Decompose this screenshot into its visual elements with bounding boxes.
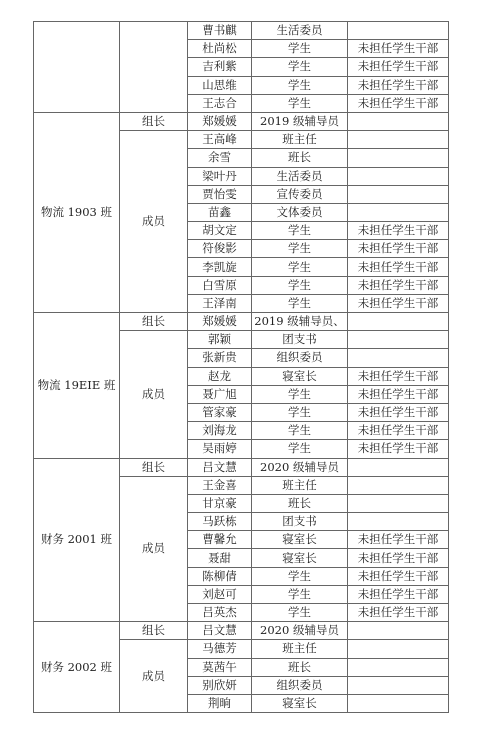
- note-cell: [348, 112, 449, 130]
- note-cell: [348, 476, 449, 494]
- name-cell: 马跃栋: [188, 513, 252, 531]
- name-cell: 别欣妍: [188, 676, 252, 694]
- table-row: [34, 112, 449, 130]
- name-cell: 王志合: [188, 94, 252, 112]
- note-cell: [348, 331, 449, 349]
- duty-cell: 学生: [252, 585, 348, 603]
- duty-cell: 文体委员: [252, 203, 348, 221]
- name-cell: 胡文定: [188, 222, 252, 240]
- note-cell: [348, 513, 449, 531]
- note-cell: 未担任学生干部: [348, 94, 449, 112]
- note-cell: 未担任学生干部: [348, 567, 449, 585]
- role-cell: [120, 22, 188, 113]
- duty-cell: 学生: [252, 403, 348, 421]
- name-cell: 张新贵: [188, 349, 252, 367]
- note-cell: 未担任学生干部: [348, 276, 449, 294]
- note-cell: [348, 203, 449, 221]
- note-cell: [348, 131, 449, 149]
- name-cell: 符俊影: [188, 240, 252, 258]
- duty-cell: 寝室长: [252, 694, 348, 712]
- duty-cell: 学生: [252, 258, 348, 276]
- table-row: [34, 22, 449, 40]
- duty-cell: 2019 级辅导员: [252, 112, 348, 130]
- duty-cell: 组织委员: [252, 676, 348, 694]
- note-cell: 未担任学生干部: [348, 258, 449, 276]
- duty-cell: 学生: [252, 76, 348, 94]
- duty-cell: 生活委员: [252, 22, 348, 40]
- name-cell: 王金喜: [188, 476, 252, 494]
- note-cell: [348, 22, 449, 40]
- note-cell: 未担任学生干部: [348, 403, 449, 421]
- duty-cell: 团支书: [252, 331, 348, 349]
- note-cell: 未担任学生干部: [348, 585, 449, 603]
- duty-cell: 寝室长: [252, 531, 348, 549]
- duty-cell: 寝室长: [252, 367, 348, 385]
- role-cell: 成员: [120, 476, 188, 622]
- duty-cell: 学生: [252, 294, 348, 312]
- class-name-cell: [34, 22, 120, 113]
- name-cell: 聂甜: [188, 549, 252, 567]
- name-cell: 王泽南: [188, 294, 252, 312]
- note-cell: 未担任学生干部: [348, 440, 449, 458]
- duty-cell: 学生: [252, 567, 348, 585]
- note-cell: 未担任学生干部: [348, 40, 449, 58]
- note-cell: [348, 622, 449, 640]
- note-cell: [348, 458, 449, 476]
- note-cell: 未担任学生干部: [348, 222, 449, 240]
- name-cell: 聂广旭: [188, 385, 252, 403]
- duty-cell: 寝室长: [252, 549, 348, 567]
- note-cell: 未担任学生干部: [348, 240, 449, 258]
- duty-cell: 班主任: [252, 131, 348, 149]
- role-cell: 组长: [120, 622, 188, 640]
- roster-table: [33, 21, 449, 713]
- name-cell: 甘京豪: [188, 494, 252, 512]
- name-cell: 马德芳: [188, 640, 252, 658]
- name-cell: 荆晌: [188, 694, 252, 712]
- duty-cell: 学生: [252, 604, 348, 622]
- note-cell: [348, 658, 449, 676]
- table-row: [34, 458, 449, 476]
- name-cell: 白雪原: [188, 276, 252, 294]
- duty-cell: 学生: [252, 58, 348, 76]
- name-cell: 杜尚松: [188, 40, 252, 58]
- class-name-cell: 财务 2002 班: [34, 622, 120, 713]
- name-cell: 吉利紫: [188, 58, 252, 76]
- note-cell: [348, 640, 449, 658]
- role-cell: 组长: [120, 458, 188, 476]
- duty-cell: 学生: [252, 422, 348, 440]
- role-cell: 成员: [120, 640, 188, 713]
- class-name-cell: 财务 2001 班: [34, 458, 120, 622]
- name-cell: 梁叶丹: [188, 167, 252, 185]
- duty-cell: 组织委员: [252, 349, 348, 367]
- note-cell: [348, 494, 449, 512]
- note-cell: [348, 149, 449, 167]
- note-cell: 未担任学生干部: [348, 294, 449, 312]
- name-cell: 王高峰: [188, 131, 252, 149]
- roster-body: [34, 22, 449, 713]
- name-cell: 吴雨婷: [188, 440, 252, 458]
- note-cell: 未担任学生干部: [348, 76, 449, 94]
- name-cell: 曹馨允: [188, 531, 252, 549]
- name-cell: 吕文慧: [188, 458, 252, 476]
- duty-cell: 2020 级辅导员: [252, 622, 348, 640]
- duty-cell: 班长: [252, 149, 348, 167]
- note-cell: [348, 676, 449, 694]
- note-cell: [348, 349, 449, 367]
- name-cell: 莫茜午: [188, 658, 252, 676]
- role-cell: 组长: [120, 313, 188, 331]
- note-cell: 未担任学生干部: [348, 58, 449, 76]
- duty-cell: 班主任: [252, 476, 348, 494]
- table-row: [34, 313, 449, 331]
- name-cell: 刘海龙: [188, 422, 252, 440]
- note-cell: [348, 313, 449, 331]
- name-cell: 郑媛媛: [188, 112, 252, 130]
- duty-cell: 团支书: [252, 513, 348, 531]
- name-cell: 管家豪: [188, 403, 252, 421]
- table-row: [34, 622, 449, 640]
- duty-cell: 生活委员: [252, 167, 348, 185]
- name-cell: 陈柳倩: [188, 567, 252, 585]
- duty-cell: 学生: [252, 94, 348, 112]
- name-cell: 吕英杰: [188, 604, 252, 622]
- duty-cell: 学生: [252, 40, 348, 58]
- note-cell: [348, 167, 449, 185]
- role-cell: 组长: [120, 112, 188, 130]
- name-cell: 苗鑫: [188, 203, 252, 221]
- name-cell: 余雪: [188, 149, 252, 167]
- duty-cell: 宣传委员: [252, 185, 348, 203]
- name-cell: 刘赵可: [188, 585, 252, 603]
- duty-cell: 2019 级辅导员、: [252, 313, 348, 331]
- name-cell: 郭颖: [188, 331, 252, 349]
- note-cell: [348, 694, 449, 712]
- duty-cell: 班主任: [252, 640, 348, 658]
- name-cell: 曹书麒: [188, 22, 252, 40]
- class-name-cell: 物流 1903 班: [34, 112, 120, 312]
- duty-cell: 学生: [252, 440, 348, 458]
- name-cell: 赵龙: [188, 367, 252, 385]
- name-cell: 吕文慧: [188, 622, 252, 640]
- note-cell: 未担任学生干部: [348, 385, 449, 403]
- duty-cell: 学生: [252, 385, 348, 403]
- duty-cell: 学生: [252, 240, 348, 258]
- role-cell: 成员: [120, 131, 188, 313]
- note-cell: 未担任学生干部: [348, 604, 449, 622]
- duty-cell: 班长: [252, 494, 348, 512]
- name-cell: 郑媛媛: [188, 313, 252, 331]
- name-cell: 山思维: [188, 76, 252, 94]
- note-cell: 未担任学生干部: [348, 367, 449, 385]
- duty-cell: 学生: [252, 276, 348, 294]
- duty-cell: 班长: [252, 658, 348, 676]
- note-cell: 未担任学生干部: [348, 422, 449, 440]
- note-cell: 未担任学生干部: [348, 549, 449, 567]
- name-cell: 李凯旋: [188, 258, 252, 276]
- note-cell: [348, 185, 449, 203]
- role-cell: 成员: [120, 331, 188, 458]
- class-name-cell: 物流 19EIE 班: [34, 313, 120, 459]
- note-cell: 未担任学生干部: [348, 531, 449, 549]
- duty-cell: 学生: [252, 222, 348, 240]
- name-cell: 贾怡雯: [188, 185, 252, 203]
- duty-cell: 2020 级辅导员: [252, 458, 348, 476]
